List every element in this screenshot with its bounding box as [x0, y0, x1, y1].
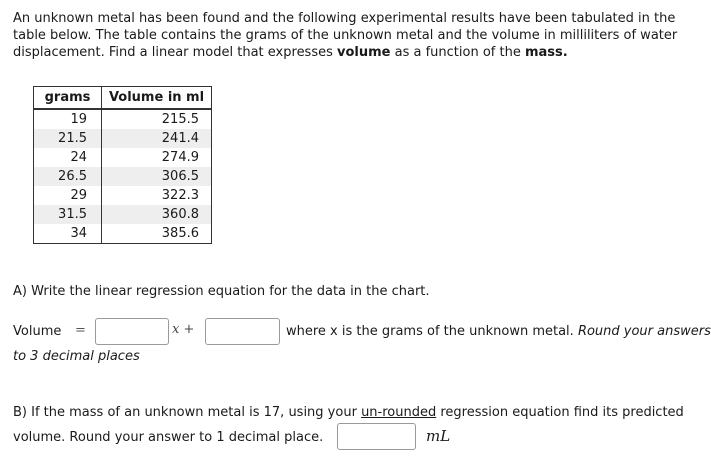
cell-grams: 34	[34, 224, 102, 244]
intro-text-2: as a function of the	[390, 45, 525, 60]
table-row	[34, 224, 212, 244]
table-row	[34, 167, 212, 186]
part-b-text-post: regression equation find its predicted	[436, 405, 684, 420]
data-table	[33, 86, 212, 244]
intro-bold-mass: mass.	[524, 45, 568, 60]
where-description: where x is the grams of the unknown metal.	[286, 324, 578, 339]
part-a-prompt: A) Write the linear regression equation for the data in the chart.	[13, 284, 430, 299]
unit-ml-label: mL	[426, 427, 451, 445]
plus-sign: +	[183, 322, 195, 337]
where-text	[286, 324, 711, 339]
regression-equation-row	[13, 318, 711, 346]
cell-grams: 29	[34, 186, 102, 205]
table-row	[34, 129, 212, 148]
cell-volume: 274.9	[102, 148, 212, 167]
cell-grams: 31.5	[34, 205, 102, 224]
cell-grams: 21.5	[34, 129, 102, 148]
x-variable: x	[172, 322, 180, 337]
cell-grams: 19	[34, 109, 102, 129]
cell-volume: 322.3	[102, 186, 212, 205]
equals-sign: =	[75, 323, 86, 338]
table-row	[34, 205, 212, 224]
problem-intro	[13, 10, 705, 61]
table-row	[34, 186, 212, 205]
table-row	[34, 109, 212, 129]
intro-bold-volume: volume	[337, 45, 391, 60]
cell-volume: 241.4	[102, 129, 212, 148]
cell-volume: 360.8	[102, 205, 212, 224]
volume-label: Volume	[13, 324, 62, 339]
x-plus-term	[172, 322, 194, 337]
intro-text-1: An unknown metal has been found and the following experimental results have been tabulated in the table below. The table contains the grams of the unknown metal and the volume in milliliters of water displacement. Find a linear model that expresses	[13, 11, 678, 60]
cell-grams: 24	[34, 148, 102, 167]
cell-volume: 306.5	[102, 167, 212, 186]
part-b-prompt-line1	[13, 405, 684, 420]
intercept-input[interactable]	[205, 318, 280, 345]
header-grams: grams	[34, 87, 102, 110]
cell-volume: 215.5	[102, 109, 212, 129]
part-b-underlined: un-rounded	[361, 405, 437, 420]
part-b-text-pre: B) If the mass of an unknown metal is 17, using your	[13, 405, 362, 420]
cell-volume: 385.6	[102, 224, 212, 244]
table-header-row	[34, 87, 212, 110]
predicted-volume-input[interactable]	[337, 423, 416, 450]
round-instruction-1: Round your answers	[577, 324, 711, 339]
round-instruction-2: to 3 decimal places	[13, 349, 140, 364]
header-volume: Volume in ml	[102, 87, 212, 110]
cell-grams: 26.5	[34, 167, 102, 186]
table-row	[34, 148, 212, 167]
slope-input[interactable]	[95, 318, 169, 345]
part-b-prompt-line2: volume. Round your answer to 1 decimal place.	[13, 430, 324, 445]
